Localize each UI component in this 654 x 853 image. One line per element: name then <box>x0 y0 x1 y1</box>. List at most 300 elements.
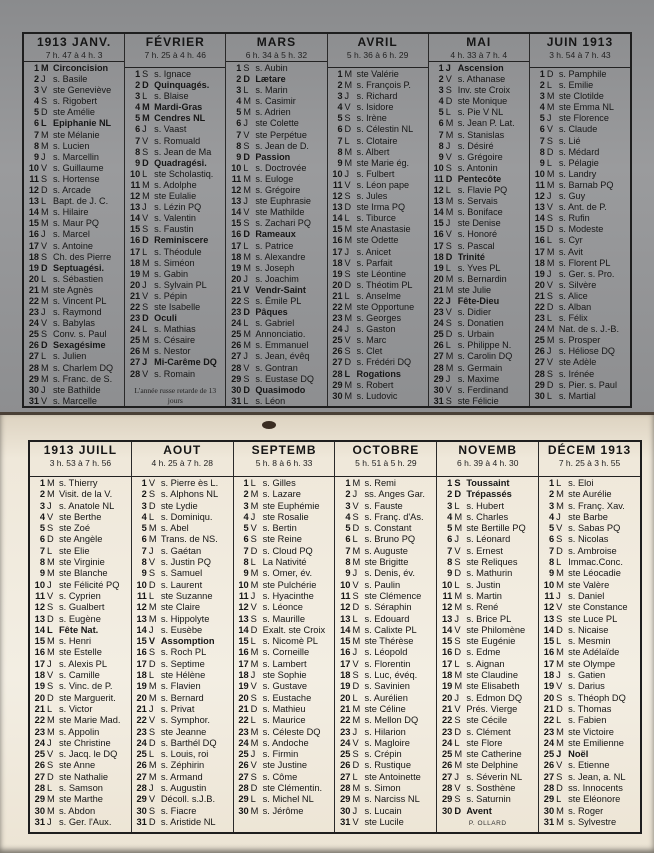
day-row <box>439 727 536 738</box>
day-number: 6 <box>345 534 351 545</box>
day-number: 18 <box>441 670 453 681</box>
day-number: 27 <box>340 771 351 782</box>
saint-name: s. Jean, évêq <box>255 351 310 362</box>
day-row <box>134 794 231 805</box>
weekday-letter: J <box>344 168 350 179</box>
day-row <box>532 124 628 135</box>
weekday-letter: J <box>142 202 147 213</box>
day-row <box>32 760 129 771</box>
day-number: 26 <box>34 760 45 771</box>
day-row <box>532 280 628 291</box>
weekday-letter: J <box>352 647 358 658</box>
weekday-letter: D <box>546 146 554 157</box>
day-row <box>439 512 536 523</box>
weekday-letter: M <box>344 80 353 91</box>
day-row <box>127 147 223 158</box>
saint-name: s. Vinc. de P. <box>59 681 113 692</box>
weekday-letter: L <box>454 500 460 511</box>
saint-name: s. Edme <box>466 647 501 658</box>
saint-name: s. Médard <box>558 146 600 157</box>
day-row <box>228 152 324 163</box>
saint-name: s. Pascal <box>457 240 495 251</box>
day-list <box>132 477 233 832</box>
weekday-letter: J <box>445 295 451 306</box>
day-row <box>431 130 527 141</box>
saint-name: s. Franc. de S. <box>53 373 113 384</box>
day-row <box>127 258 223 269</box>
saint-name: s. Vaast <box>154 124 187 135</box>
weekday-letter: D <box>445 96 453 107</box>
weekday-letter: M <box>454 523 463 534</box>
weekday-letter: M <box>454 760 463 771</box>
day-row <box>127 113 223 124</box>
day-row <box>330 180 426 191</box>
saint-name: s. Siméon <box>154 257 195 268</box>
day-row <box>431 351 527 362</box>
weekday-letter: M <box>41 373 49 384</box>
weekday-letter: M <box>250 579 259 590</box>
day-row <box>439 614 536 625</box>
weekday-letter: V <box>454 624 461 635</box>
weekday-letter: M <box>344 379 353 390</box>
saint-name: ste Cécile <box>466 715 508 726</box>
day-number: 3 <box>345 500 351 511</box>
weekday-letter: M <box>352 478 361 488</box>
day-row <box>541 806 638 817</box>
weekday-letter: V <box>352 816 359 827</box>
weekday-letter: M <box>546 91 555 102</box>
saint-name: s. Basile <box>53 74 88 85</box>
weekday-letter: D <box>148 579 156 590</box>
weekday-letter: J <box>352 805 358 816</box>
weekday-letter: S <box>243 373 250 384</box>
saint-name: s. Eustache <box>262 692 312 703</box>
day-row <box>541 580 638 591</box>
saint-name: Toussaint <box>466 478 510 488</box>
day-number: 6 <box>236 118 242 129</box>
day-row <box>236 625 333 636</box>
saint-name: ste Anastasie <box>356 224 411 235</box>
saint-name: s. Gontran <box>255 362 298 373</box>
saint-name: s. Léon pape <box>356 179 410 190</box>
saint-name: s. Andoche <box>262 737 309 748</box>
day-number: 9 <box>337 157 343 168</box>
day-number: 25 <box>34 749 45 760</box>
weekday-letter: L <box>250 794 256 805</box>
day-number: 3 <box>39 500 45 511</box>
weekday-letter: D <box>344 202 352 213</box>
saint-name: s. Paulin <box>364 579 401 590</box>
day-number: 11 <box>238 590 249 601</box>
day-row <box>337 704 434 715</box>
saint-name: s. Marc <box>356 335 387 346</box>
weekday-letter: M <box>445 196 454 207</box>
weekday-letter: V <box>454 783 461 794</box>
day-row <box>439 670 536 681</box>
day-row <box>337 681 434 692</box>
saint-name: s. Martin <box>466 590 502 601</box>
day-number: 24 <box>238 737 249 748</box>
weekday-letter: M <box>41 129 49 140</box>
saint-name: s. Thierry <box>59 478 98 488</box>
day-number: 14 <box>332 213 343 224</box>
day-row <box>541 557 638 568</box>
weekday-letter: D <box>344 279 352 290</box>
day-row <box>330 380 426 391</box>
day-number: 13 <box>543 613 555 624</box>
day-row <box>26 307 122 318</box>
saint-name: s. Abdon <box>59 805 96 816</box>
weekday-letter: J <box>142 357 148 368</box>
day-row <box>431 63 527 74</box>
day-number: 16 <box>433 229 444 240</box>
saint-name: s. Césaire <box>154 335 196 346</box>
saint-name: Oculi <box>154 313 177 324</box>
weekday-letter: D <box>243 229 250 240</box>
weekday-letter: M <box>556 500 564 511</box>
day-row <box>330 258 426 269</box>
day-row <box>532 191 628 202</box>
weekday-letter: D <box>41 262 48 273</box>
day-number: 14 <box>28 207 39 218</box>
day-number: 28 <box>340 783 351 794</box>
day-number: 21 <box>441 703 453 714</box>
day-row <box>134 806 231 817</box>
weekday-letter: M <box>352 624 361 635</box>
day-row <box>431 218 527 229</box>
saint-name: ste Elie <box>59 545 90 556</box>
day-number: 12 <box>543 602 555 613</box>
day-row <box>228 207 324 218</box>
weekday-letter: J <box>142 279 147 290</box>
day-row <box>431 196 527 207</box>
weekday-letter: M <box>41 140 49 151</box>
saint-name: ste Euphémie <box>262 500 320 511</box>
day-number: 22 <box>332 301 343 312</box>
saint-name: s. Nicomè PL <box>262 636 318 647</box>
month-column <box>132 442 234 832</box>
day-number: 25 <box>130 335 141 346</box>
weekday-letter: M <box>250 647 259 658</box>
day-number: 20 <box>543 692 555 703</box>
day-number: 8 <box>447 557 453 568</box>
day-number: 31 <box>34 816 45 827</box>
day-row <box>337 817 434 828</box>
weekday-letter: V <box>148 636 156 647</box>
saint-name: s. Ant. de P. <box>558 202 607 213</box>
month-column <box>125 34 226 406</box>
day-number: 3 <box>539 91 545 102</box>
sunrise-sunset: 6 h. 34 à 5 h. 32 <box>245 50 308 60</box>
month-column <box>429 34 530 406</box>
day-row <box>236 681 333 692</box>
day-row <box>337 523 434 534</box>
saint-name: ste Claudine <box>466 670 518 681</box>
day-number: 25 <box>136 749 147 760</box>
weekday-letter: M <box>352 557 361 568</box>
day-row <box>134 478 231 489</box>
weekday-letter: L <box>546 390 552 401</box>
day-number: 14 <box>543 624 555 635</box>
day-row <box>541 817 638 828</box>
day-row <box>541 478 638 489</box>
day-number: 24 <box>231 318 242 329</box>
weekday-letter: D <box>142 235 149 246</box>
weekday-letter: M <box>352 703 361 714</box>
saint-name: s. Tiburce <box>356 213 396 224</box>
day-row <box>541 659 638 670</box>
day-number: 16 <box>136 647 147 658</box>
saint-name: s. Désiré <box>457 140 494 151</box>
day-row <box>439 659 536 670</box>
saint-name: s. Narciss NL <box>364 794 420 805</box>
weekday-letter: V <box>41 162 48 173</box>
saint-name: s. Jacq. le DQ <box>59 749 118 760</box>
saint-name: s. Hippolyte <box>160 613 210 624</box>
weekday-letter: S <box>546 135 553 146</box>
saint-name: s. Abel <box>160 523 189 534</box>
weekday-letter: J <box>454 771 459 782</box>
day-row <box>127 369 223 380</box>
weekday-letter: V <box>41 85 48 96</box>
saint-name: s. Constant <box>364 523 412 534</box>
weekday-letter: D <box>454 726 462 737</box>
month-header <box>328 34 428 68</box>
day-row <box>26 218 122 229</box>
day-row <box>330 324 426 335</box>
saint-name: ss. Anges Gar. <box>364 489 425 500</box>
saint-name: s. Maur PQ <box>53 218 99 229</box>
weekday-letter: M <box>41 207 49 218</box>
day-number: 28 <box>534 368 545 379</box>
day-number: 13 <box>130 202 141 213</box>
day-number: 11 <box>442 590 453 601</box>
day-row <box>541 512 638 523</box>
day-number: 20 <box>34 692 45 703</box>
saint-name: Fête-Dieu <box>457 295 500 306</box>
weekday-letter: J <box>47 737 52 748</box>
saint-name: s. Antonin <box>457 162 498 173</box>
day-row <box>32 727 129 738</box>
day-number: 27 <box>28 351 39 362</box>
day-number: 12 <box>130 191 141 202</box>
day-number: 1 <box>345 478 351 488</box>
saint-name: Bapt. de J. C. <box>53 196 109 207</box>
day-row <box>439 772 536 783</box>
weekday-letter: M <box>243 185 251 196</box>
day-number: 29 <box>534 379 545 390</box>
day-number: 23 <box>238 726 249 737</box>
day-list <box>335 477 436 832</box>
saint-name: Conv. s. Paul <box>53 329 107 340</box>
day-number: 12 <box>433 185 444 196</box>
day-number: 22 <box>34 715 45 726</box>
day-number: 18 <box>130 257 141 268</box>
day-list <box>437 477 538 832</box>
day-row <box>532 113 628 124</box>
day-number: 11 <box>332 179 343 190</box>
weekday-letter: M <box>344 69 353 79</box>
weekday-letter: V <box>445 229 452 240</box>
day-row <box>32 738 129 749</box>
day-list <box>234 477 335 832</box>
day-row <box>26 396 122 407</box>
day-row <box>127 69 223 80</box>
day-row <box>337 614 434 625</box>
day-number: 6 <box>447 534 453 545</box>
day-row <box>32 772 129 783</box>
saint-name: s. Louis, roi <box>160 749 209 760</box>
day-row <box>541 693 638 704</box>
day-row <box>127 324 223 335</box>
day-number: 10 <box>28 162 39 173</box>
saint-name: s. Sosthène <box>466 783 516 794</box>
weekday-letter: S <box>41 96 48 107</box>
saint-name: s. Anicet <box>356 246 391 257</box>
day-row <box>431 263 527 274</box>
day-number: 9 <box>438 151 444 162</box>
saint-name: s. Ambroise <box>568 545 617 556</box>
saint-name: s. Samuel <box>160 568 203 579</box>
saint-name: s. Magloire <box>364 737 410 748</box>
weekday-letter: L <box>142 324 148 335</box>
day-row <box>32 568 129 579</box>
day-number: 4 <box>447 511 453 522</box>
weekday-letter: D <box>243 307 250 318</box>
saint-name: s. Eustase DQ <box>255 373 314 384</box>
day-row <box>337 512 434 523</box>
day-number: 1 <box>243 478 249 488</box>
saint-name: s. Rufin <box>558 213 590 224</box>
weekday-letter: M <box>142 179 150 190</box>
day-row <box>236 794 333 805</box>
day-row <box>532 180 628 191</box>
day-number: 3 <box>447 500 453 511</box>
day-row <box>32 704 129 715</box>
saint-name: s. Hilaire <box>53 207 89 218</box>
day-number: 8 <box>39 557 45 568</box>
weekday-letter: M <box>546 335 555 346</box>
day-number: 2 <box>243 489 249 500</box>
day-number: 28 <box>28 362 39 373</box>
saint-name: s. Carolin DQ <box>457 351 513 362</box>
saint-name: s. Septime <box>160 658 205 669</box>
day-row <box>439 489 536 500</box>
saint-name: s. Flavien <box>160 681 201 692</box>
day-number: 25 <box>238 749 249 760</box>
saint-name: s. Urbain <box>457 329 495 340</box>
weekday-letter: V <box>142 290 149 301</box>
day-row <box>32 693 129 704</box>
day-number: 15 <box>231 218 242 229</box>
day-row <box>431 374 527 385</box>
day-number: 17 <box>34 658 45 669</box>
day-number: 1 <box>141 478 147 488</box>
month-header <box>437 442 538 477</box>
day-number: 19 <box>238 681 249 692</box>
day-row <box>26 107 122 118</box>
saint-name: s. Sylvestre <box>568 816 617 827</box>
saint-name: ste Antoinette <box>364 771 421 782</box>
saint-name: s. Ludovic <box>356 390 398 401</box>
saint-name: ste Clémence <box>364 590 422 601</box>
day-row <box>32 659 129 670</box>
saint-name: s. Hyacinthe <box>262 590 314 601</box>
day-number: 15 <box>34 636 45 647</box>
day-number: 4 <box>243 511 249 522</box>
day-number: 22 <box>136 715 147 726</box>
day-number: 5 <box>33 107 39 118</box>
weekday-letter: M <box>546 257 555 268</box>
saint-name: s. Dominiqu. <box>160 511 213 522</box>
day-row <box>541 647 638 658</box>
saint-name: ste Brigitte <box>364 557 409 568</box>
day-row <box>330 191 426 202</box>
day-row <box>439 557 536 568</box>
month-column <box>437 442 539 832</box>
saint-name: s. Florentin <box>364 658 411 669</box>
weekday-letter: L <box>546 157 552 168</box>
day-number: 17 <box>231 240 242 251</box>
weekday-letter: L <box>352 771 358 782</box>
saint-name: ss. Innocents <box>568 783 623 794</box>
day-row <box>431 285 527 296</box>
saint-name: s. Franç. Xav. <box>568 500 625 511</box>
day-number: 29 <box>28 373 39 384</box>
saint-name: s. Fiacre <box>160 805 197 816</box>
saint-name: Avent <box>466 805 492 816</box>
weekday-letter: J <box>344 246 350 257</box>
saint-name: s. Antoine <box>53 240 93 251</box>
day-list <box>125 68 225 406</box>
day-number: 23 <box>433 307 444 318</box>
day-row <box>439 794 536 805</box>
weekday-letter: L <box>556 715 562 726</box>
day-row <box>431 296 527 307</box>
weekday-letter: S <box>142 69 149 79</box>
weekday-letter: M <box>344 313 353 324</box>
saint-name: s. Lazare <box>262 489 301 500</box>
saint-name: s. Julien <box>53 351 87 362</box>
day-row <box>236 738 333 749</box>
day-number: 6 <box>337 124 343 135</box>
weekday-letter: M <box>352 545 361 556</box>
day-number: 20 <box>136 692 147 703</box>
day-number: 6 <box>548 534 555 545</box>
day-row <box>541 738 638 749</box>
weekday-letter: M <box>445 129 454 140</box>
sunrise-sunset: 7 h. 25 à 4 h. 46 <box>144 50 206 60</box>
day-row <box>228 351 324 362</box>
weekday-letter: D <box>556 624 563 635</box>
saint-name: ste Bertille PQ <box>466 523 526 534</box>
saint-name: s. Sébastien <box>53 273 104 284</box>
saint-name: s. Zachari PQ <box>255 218 311 229</box>
saint-name: ste Thérèse <box>364 636 414 647</box>
day-number: 25 <box>441 749 453 760</box>
weekday-letter: L <box>344 368 351 379</box>
weekday-letter: M <box>250 489 259 500</box>
day-row <box>431 185 527 196</box>
day-row <box>439 602 536 613</box>
saint-name: ste Valère <box>568 579 610 590</box>
saint-name: s. Albert <box>356 146 390 157</box>
day-number: 11 <box>434 173 444 184</box>
saint-name: s. Edmon DQ <box>466 692 523 703</box>
saint-name: s. Barnab PQ <box>558 179 614 190</box>
saint-name: ste Estelle <box>59 647 102 658</box>
weekday-letter: L <box>250 715 256 726</box>
